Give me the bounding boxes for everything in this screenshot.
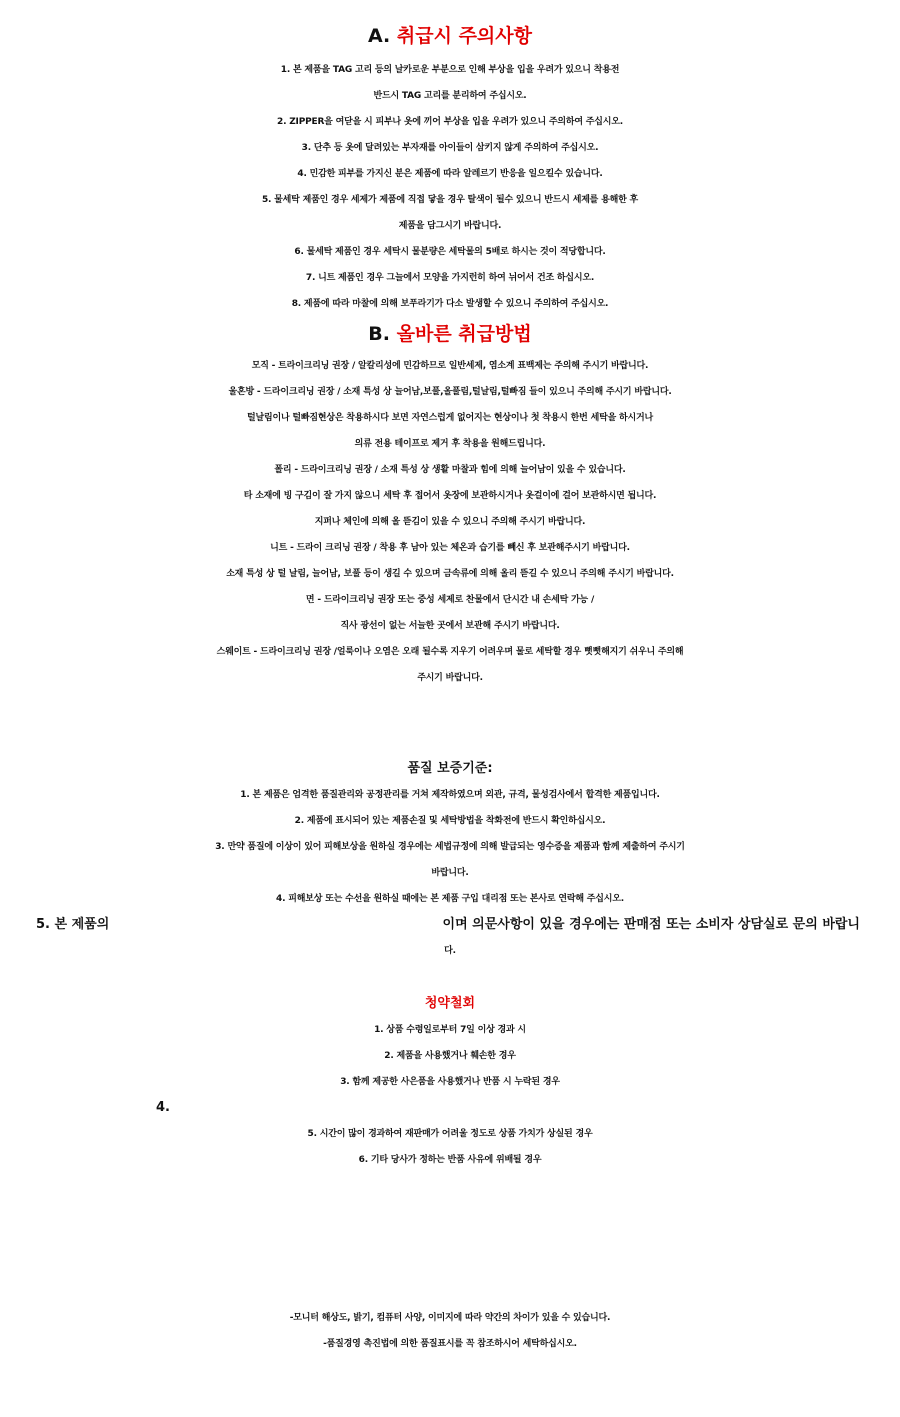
section-a-prefix: A. (368, 25, 391, 47)
section-a-line: 5. 물세탁 제품인 경우 세제가 제품에 직접 닿을 경우 탈색이 될수 있으니 반드시 세제를 용해한 후 (261, 195, 639, 205)
withdrawal-line: 1. 상품 수령일로부터 7일 이상 경과 시 (374, 1025, 526, 1035)
withdrawal-line: 6. 기타 당사가 정하는 반품 사유에 위배될 경우 (358, 1155, 542, 1165)
section-a-line: 제품을 담그시기 바랍니다. (398, 221, 502, 231)
section-b-line: 주시기 바랍니다. (417, 673, 483, 683)
section-b-line: 면 - 드라이크리닝 권장 또는 중성 세제로 찬물에서 단시간 내 손세탁 가능 / (305, 595, 595, 605)
section-b-heading (0, 322, 900, 346)
quality-line: 바랍니다. (431, 868, 469, 878)
section-a-heading (0, 24, 900, 48)
withdrawal-list-after (0, 1121, 900, 1173)
quality-title: 품질 보증기준: (407, 761, 493, 776)
section-a-line: 1. 본 제품을 TAG 고리 등의 날카로운 부분으로 인해 부상을 입을 우려가 있으니 착용전 (280, 65, 620, 75)
quality-line: 4. 피해보상 또는 수선을 원하실 때에는 본 제품 구입 대리점 또는 본사로 연락해 주십시오. (276, 894, 624, 904)
section-b-line: 털날림이나 털빠짐현상은 착용하시다 보면 자연스럽게 없어지는 현상이나 첫 착용시 한번 세탁을 하시거나 (246, 413, 653, 423)
withdrawal-line: 5. 시간이 많이 경과하여 재판매가 어려울 정도로 상품 가치가 상실된 경우 (307, 1129, 593, 1139)
section-b-line: 니트 - 드라이 크리닝 권장 / 착용 후 남아 있는 체온과 습기를 빼신 후 보관해주시기 바랍니다. (270, 543, 630, 553)
section-b-line: 의류 전용 테이프로 제거 후 착용을 원해드립니다. (354, 439, 546, 449)
section-a-list (0, 57, 900, 317)
withdrawal-title: 청약철회 (424, 996, 476, 1011)
section-b-line: 울혼방 - 드라이크리닝 권장 / 소재 특성 상 늘어남,보풀,올풀림,털날림,털빠짐 들이 있으니 주의해 주시기 바랍니다. (228, 387, 672, 397)
section-a-line: 반드시 TAG 고리를 분리하여 주십시오. (373, 91, 527, 101)
section-a-line: 4. 민감한 피부를 가지신 분은 제품에 따라 알레르기 반응을 일으킬수 있습니다. (297, 169, 603, 179)
section-b-line: 소재 특성 상 털 날림, 늘어남, 보풀 등이 생길 수 있으며 금속류에 의해 올리 뜯길 수 있으니 주의해 주시기 바랍니다. (226, 569, 674, 579)
withdrawal-line-4 (0, 1095, 900, 1121)
section-b-prefix: B. (368, 323, 390, 345)
section-a-title: 취급시 주의사항 (396, 25, 532, 47)
quality-line-5-tail: 다. (444, 946, 456, 956)
section-a-line: 2. ZIPPER을 여닫을 시 피부나 옷에 끼어 부상을 입을 우려가 있으니 주의하여 주십시오. (277, 117, 623, 127)
section-a-line: 3. 단추 등 옷에 달려있는 부자재를 아이들이 삼키지 않게 주의하여 주십시오. (301, 143, 599, 153)
withdrawal-line: 3. 함께 제공한 사은품을 사용했거나 반품 시 누락된 경우 (340, 1077, 560, 1087)
withdrawal-line: 2. 제품을 사용했거나 훼손한 경우 (384, 1051, 516, 1061)
section-a-line: 7. 니트 제품인 경우 그늘에서 모양을 가지런히 하여 뉘어서 건조 하십시오. (305, 273, 595, 283)
section-b-line: 지퍼나 체인에 의해 올 뜯김이 있을 수 있으니 주의해 주시기 바랍니다. (314, 517, 586, 527)
section-a-line: 8. 제품에 따라 마찰에 의해 보푸라기가 다소 발생할 수 있으니 주의하여 주십시오. (291, 299, 609, 309)
footer-line: -품질경영 촉진법에 의한 품질표시를 꼭 참조하시어 세탁하십시오. (323, 1339, 577, 1349)
quality-list (0, 782, 900, 912)
withdrawal-list (0, 1017, 900, 1095)
section-b-list (0, 353, 900, 691)
quality-line-5-left: 5. 본 제품의 (36, 917, 110, 932)
quality-line: 1. 본 제품은 엄격한 품질관리와 공정관리를 거쳐 제작하였으며 외관, 규격, 물성검사에서 합격한 제품입니다. (240, 790, 660, 800)
quality-line-5 (0, 912, 900, 938)
section-b-line: 폴리 - 드라이크리닝 권장 / 소재 특성 상 생활 마찰과 힘에 의해 늘어남이 있을 수 있습니다. (274, 465, 626, 475)
section-b-line: 직사 광선이 없는 서늘한 곳에서 보관해 주시기 바랍니다. (340, 621, 560, 631)
section-b-line: 스웨이트 - 드라이크리닝 권장 /얼룩이나 오염은 오래 될수록 지우기 어려우며 물로 세탁할 경우 뻣뻣해지기 쉬우니 주의해 (216, 647, 684, 657)
footer-line: -모니터 해상도, 밝기, 컴퓨터 사양, 이미지에 따라 약간의 차이가 있을 수 있습니다. (289, 1313, 611, 1323)
section-a-line: 6. 물세탁 제품인 경우 세탁시 물분량은 세탁물의 5배로 하시는 것이 적당합니다. (294, 247, 606, 257)
section-b-line: 모직 - 트라이크리닝 권장 / 알칼리성에 민감하므로 일반세제, 염소계 표백제는 주의해 주시기 바랍니다. (251, 361, 649, 371)
quality-line: 2. 제품에 표시되어 있는 제품손질 및 세탁방법을 착화전에 반드시 확인하십시오. (294, 816, 606, 826)
section-b-line: 타 소재에 빙 구김이 잘 가지 않으니 세탁 후 접어서 옷장에 보관하시거나 옷걸이에 걸어 보관하시면 됩니다. (243, 491, 657, 501)
section-b-title: 올바른 취급방법 (396, 323, 532, 345)
quality-line-5-right: 이며 의문사항이 있을 경우에는 판매점 또는 소비자 상담실로 문의 바랍니 (442, 917, 860, 932)
quality-line: 3. 만약 품질에 이상이 있어 피해보상을 원하실 경우에는 세법규정에 의해 발급되는 영수증을 제품과 함께 제출하여 주시기 (215, 842, 685, 852)
withdrawal-line-4-label: 4. (156, 1100, 170, 1115)
footer-notes (0, 1305, 900, 1357)
